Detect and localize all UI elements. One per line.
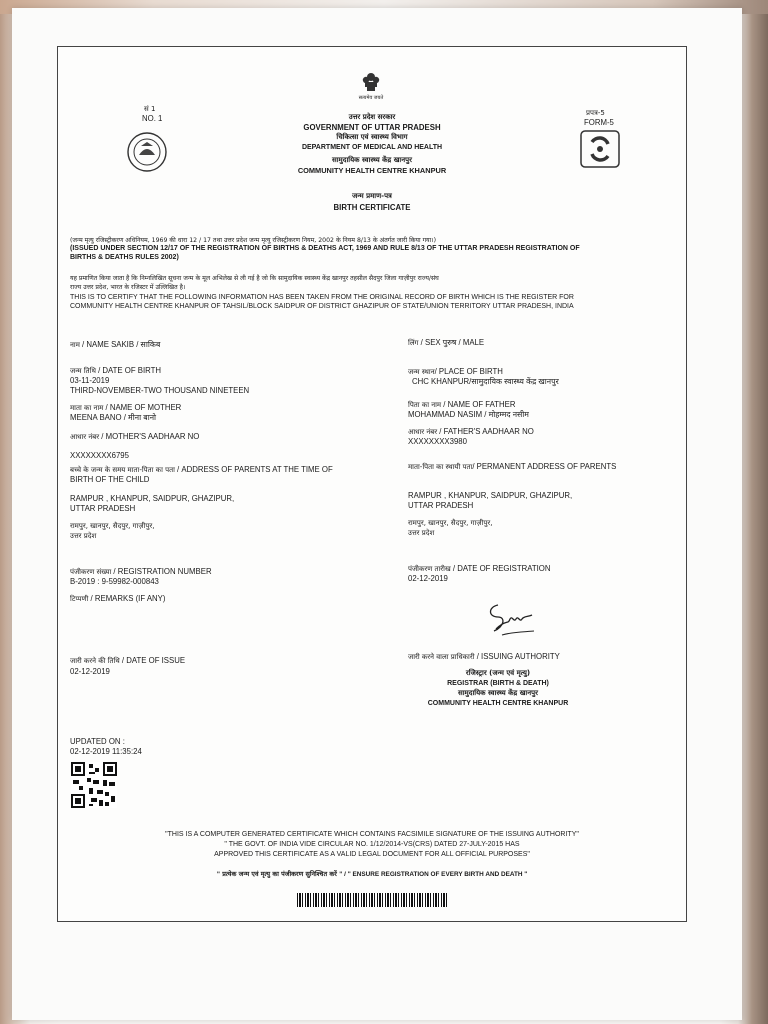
intro-hindi-1: (जन्म मृत्यु रजिस्ट्रीकरण अधिनियम, 1969 की धारा 12 / 17 तथा उत्तर प्रदेश जन्म मृत्यु रजिस्ट्रीकरण नियम, 2002 के नियम 8/13 के अंतर्गत जारी किया गया।): [70, 237, 437, 244]
centre-title: COMMUNITY HEALTH CENTRE KHANPUR: [297, 166, 447, 175]
registrar-signature-icon: [480, 599, 536, 639]
department-hindi: चिकित्सा एवं स्वास्थ्य विभाग: [336, 133, 408, 141]
dob-value: 03-11-2019: [70, 376, 110, 385]
mother-aadhaar-value: XXXXXXXX6795: [70, 451, 129, 460]
permanent-address-label: माता-पिता का स्थायी पता/ PERMANENT ADDRESS OF PARENTS: [408, 462, 617, 471]
footer-line-3: APPROVED THIS CERTIFICATE AS A VALID LEGAL DOCUMENT FOR ALL OFFICIAL PURPOSES": [214, 851, 530, 858]
permanent-address-hindi1: रामपुर, खानपुर, सैदपुर, गाज़ीपुर,: [408, 519, 493, 527]
intro-english-2b: COMMUNITY HEALTH CENTRE KHANPUR OF TAHSIL/BLOCK SAIDPUR OF DISTRICT GHAZIPUR OF STATE/UNION TERRITORY UTTAR PRADESH, INDIA: [70, 303, 574, 310]
dob-words: THIRD-NOVEMBER-TWO THOUSAND NINETEEN: [70, 386, 250, 395]
department-title: DEPARTMENT OF MEDICAL AND HEALTH: [301, 144, 443, 151]
up-government-seal-icon: [126, 131, 168, 173]
remarks-label: टिप्पणी / REMARKS (IF ANY): [70, 594, 166, 603]
centre-hindi: सामुदायिक स्वास्थ्य केंद्र खानपुर: [332, 156, 412, 164]
crs-logo-icon: [580, 130, 620, 168]
registrar-centre: COMMUNITY HEALTH CENTRE KHANPUR: [427, 700, 569, 707]
father-name-label: पिता का नाम / NAME OF FATHER: [408, 400, 516, 409]
birth-certificate: [57, 46, 687, 922]
form-number-label: FORM-5: [584, 118, 614, 127]
mother-aadhaar-label: आधार नंबर / MOTHER'S AADHAAR NO: [70, 432, 200, 441]
footer-motto: " प्रत्येक जन्म एवं मृत्यु का पंजीकरण सुनिश्चित करें " / " ENSURE REGISTRATION OF EVERY BIRTH AND DEATH ": [216, 870, 528, 878]
date-of-issue-value: 02-12-2019: [70, 667, 110, 676]
birth-address-line1: RAMPUR , KHANPUR, SAIDPUR, GHAZIPUR,: [70, 494, 235, 503]
footer-line-2: " THE GOVT. OF INDIA VIDE CIRCULAR NO. 1/12/2014-VS(CRS) DATED 27-JULY-2015 HAS: [224, 841, 520, 848]
permanent-address-hindi2: उत्तर प्रदेश: [408, 529, 435, 537]
birth-address-line2: UTTAR PRADESH: [70, 504, 136, 513]
number-hindi: सं 1: [144, 105, 156, 113]
national-emblem-icon: [358, 69, 384, 95]
emblem-caption: सत्यमेव जयते: [358, 95, 384, 101]
intro-english-2a: THIS IS TO CERTIFY THAT THE FOLLOWING INFORMATION HAS BEEN TAKEN FROM THE ORIGINAL RECORD OF BIRTH WHICH IS THE REGISTER FOR: [70, 294, 574, 301]
father-name-value: MOHAMMAD NASIM / मोहम्मद नसीम: [408, 410, 529, 419]
permanent-address-line1: RAMPUR , KHANPUR, SAIDPUR, GHAZIPUR,: [408, 491, 573, 500]
birth-address-hindi2: उत्तर प्रदेश: [70, 532, 97, 540]
father-aadhaar-value: XXXXXXXX3980: [408, 437, 467, 446]
mother-name-value: MEENA BANO / मीना बानो: [70, 413, 157, 422]
barcode-icon: [297, 893, 447, 907]
date-of-issue-label: जारी करने की तिथि / DATE OF ISSUE: [70, 656, 186, 665]
father-aadhaar-label: आधार नंबर / FATHER'S AADHAAR NO: [408, 427, 534, 436]
mother-name-label: माता का नाम / NAME OF MOTHER: [70, 403, 182, 412]
qr-code-icon: [71, 762, 117, 808]
birth-address-hindi1: रामपुर, खानपुर, सैदपुर, गाज़ीपुर,: [70, 522, 155, 530]
birth-address-label-2: BIRTH OF THE CHILD: [70, 475, 150, 484]
intro-hindi-2a: यह प्रमाणित किया जाता है कि निम्नलिखित सूचना जन्म के मूल अभिलेख से ली गई है जो कि सामुदायिक स्वास्थ्य केंद्र खानपुर तहसील सैदपुर जिला गाज़ीपुर राज्य/संघ: [70, 275, 439, 282]
place-of-birth-value: CHC KHANPUR/सामुदायिक स्वास्थ्य केंद्र खानपुर: [412, 377, 559, 386]
intro-english-1b: BIRTHS & DEATHS RULES 2002): [70, 254, 179, 261]
updated-on-value: 02-12-2019 11:35:24: [70, 747, 142, 756]
updated-on-label: UPDATED ON :: [70, 737, 125, 746]
government-title: GOVERNMENT OF UTTAR PRADESH: [303, 123, 441, 132]
registration-date-value: 02-12-2019: [408, 574, 448, 583]
certificate-title: BIRTH CERTIFICATE: [333, 203, 411, 212]
sex-row: लिंग / SEX पुरुष / MALE: [408, 338, 485, 347]
government-hindi: उत्तर प्रदेश सरकार: [348, 113, 396, 121]
name-row: नाम / NAME SAKIB / साकिब: [70, 340, 161, 349]
form-number-hindi: प्रपत्र-5: [586, 109, 605, 117]
permanent-address-line2: UTTAR PRADESH: [408, 501, 474, 510]
registration-number-label: पंजीकरण संख्या / REGISTRATION NUMBER: [70, 567, 212, 576]
number-label: NO. 1: [142, 114, 163, 123]
intro-hindi-2b: राज्य उत्तर प्रदेश, भारत के रजिस्टर में उल्लिखित है।: [70, 284, 186, 291]
intro-english-1a: (ISSUED UNDER SECTION 12/17 OF THE REGISTRATION OF BIRTHS & DEATHS ACT, 1969 AND RULE 8/13 OF THE UTTAR PRADESH REGISTRATION OF: [70, 245, 580, 252]
registrar-title-hindi: रजिस्ट्रार (जन्म एवं मृत्यु): [465, 669, 531, 677]
birth-address-label: बच्चे के जन्म के समय माता-पिता का पता / ADDRESS OF PARENTS AT THE TIME OF: [70, 465, 333, 474]
registrar-centre-hindi: सामुदायिक स्वास्थ्य केंद्र खानपुर: [458, 689, 538, 697]
registration-date-label: पंजीकरण तारीख / DATE OF REGISTRATION: [408, 564, 551, 573]
issuing-authority-label: जारी करने वाला प्राधिकारी / ISSUING AUTHORITY: [408, 652, 560, 661]
registrar-title: REGISTRAR (BIRTH & DEATH): [447, 680, 549, 687]
footer-line-1: "THIS IS A COMPUTER GENERATED CERTIFICATE WHICH CONTAINS FACSIMILE SIGNATURE OF THE ISSUING AUTHORITY": [165, 831, 579, 838]
certificate-title-hindi: जन्म प्रमाण-पत्र: [352, 192, 392, 200]
dob-label: जन्म तिथि / DATE OF BIRTH: [70, 366, 162, 375]
place-of-birth-label: जन्म स्थान/ PLACE OF BIRTH: [408, 367, 503, 376]
registration-number-value: B-2019 : 9-59982-000843: [70, 577, 159, 586]
